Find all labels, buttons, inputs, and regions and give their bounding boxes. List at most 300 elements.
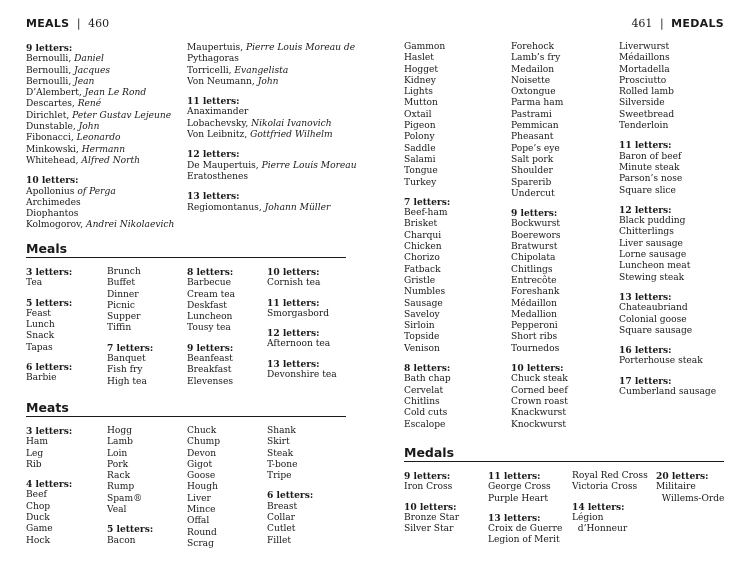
word-entry (511, 265, 568, 276)
word-text: D’Alembert, (26, 88, 85, 99)
word-entry (187, 437, 220, 448)
word-text: Picnic (107, 300, 135, 311)
word-entry (511, 155, 568, 166)
right-page-number: 461 (631, 17, 653, 30)
word-text: Tousy tea (187, 323, 231, 334)
word-text: Snack (26, 331, 55, 342)
right-head-title: MEDALS (671, 17, 724, 30)
word-entry (511, 65, 568, 76)
word-text: Veal (107, 505, 127, 516)
word-text: Mortadella (619, 64, 670, 75)
word-text: Gammon (404, 42, 446, 52)
group-spacer (511, 200, 568, 208)
meats-col-3 (187, 426, 220, 550)
word-text: Bernoulli, (26, 65, 75, 76)
word-entry (26, 88, 174, 99)
word-entry (267, 536, 313, 547)
word-text: Anaximander (187, 107, 249, 118)
word-entry (267, 339, 337, 350)
word-text: Venison (404, 343, 440, 354)
word-text: Collar (267, 513, 296, 524)
meals-rule (26, 257, 346, 258)
word-entry (619, 42, 716, 53)
letter-count-heading: 10 letters: (511, 363, 564, 375)
meats-cont-col-3 (619, 42, 716, 398)
word-entry (511, 132, 568, 143)
word-text: Chuck steak (511, 374, 568, 385)
word-text: Von Leibnitz, (187, 130, 251, 141)
word-italic-text: of Perga (77, 186, 116, 197)
word-text: Rolled lamb (619, 87, 675, 98)
word-entry (619, 227, 716, 238)
word-entry (187, 365, 235, 376)
word-entry (404, 482, 459, 493)
group-spacer (619, 337, 716, 345)
word-entry (26, 111, 174, 122)
word-text: Saddle (404, 143, 436, 154)
left-head-title: MEALS (26, 17, 70, 30)
word-text: Shoulder (511, 166, 553, 177)
word-text: Iron Cross (404, 482, 453, 493)
group-spacer (26, 167, 174, 175)
word-text: Shank (267, 426, 296, 436)
word-text: Beef (26, 490, 47, 501)
word-entry (488, 482, 562, 493)
word-text: Rack (107, 471, 131, 482)
word-text: Colonial goose (619, 314, 687, 325)
word-text: Prosciutto (619, 75, 667, 86)
section-title-meals: Meals (26, 241, 68, 256)
word-entry (404, 231, 451, 242)
word-text: Barbecue (187, 278, 231, 289)
word-entry (187, 301, 235, 312)
word-text: Saveloy (404, 309, 440, 320)
word-entry (619, 186, 716, 197)
word-text: Chitlings (511, 264, 553, 275)
group-spacer (404, 355, 451, 363)
word-text: Bernoulli, (26, 54, 75, 65)
word-entry (267, 309, 337, 320)
word-text: Undercut (511, 188, 555, 199)
word-entry (619, 356, 716, 367)
word-entry (267, 278, 337, 289)
word-entry (572, 471, 648, 482)
word-text: Chitlins (404, 396, 440, 407)
word-entry (187, 377, 235, 388)
word-entry (619, 152, 716, 163)
word-italic-text: Leonardo (76, 133, 121, 144)
word-entry (26, 320, 72, 331)
math-col-2 (187, 43, 357, 214)
word-entry (511, 408, 568, 419)
word-entry (107, 290, 153, 301)
word-text: Parma ham (511, 98, 564, 109)
word-text: Minute steak (619, 162, 680, 173)
word-entry (187, 66, 357, 77)
word-entry (187, 539, 220, 550)
word-text: Victoria Cross (572, 482, 638, 493)
word-entry (26, 209, 174, 220)
letter-count-heading: 7 letters: (107, 342, 154, 354)
word-entry (404, 321, 451, 332)
word-text: Regiomontanus, (187, 202, 265, 213)
medals-col-1 (404, 471, 459, 535)
word-entry (404, 253, 451, 264)
word-entry (488, 494, 562, 505)
word-entry (619, 76, 716, 87)
word-text: Scrag (187, 538, 214, 549)
right-running-head (631, 17, 724, 30)
word-text: Black pudding (619, 216, 686, 227)
word-text: Brisket (404, 219, 438, 230)
group-spacer (107, 335, 153, 343)
word-text: Tenderloin (619, 121, 669, 132)
right-head-sep: | (659, 17, 664, 30)
word-entry (511, 42, 568, 53)
word-text: Tongue (404, 166, 438, 177)
word-text: Purple Heart (488, 493, 549, 504)
word-entry (26, 54, 174, 65)
word-text: Rump (107, 482, 135, 493)
word-text: Baron of beef (619, 151, 682, 162)
word-entry (187, 161, 357, 172)
meats-rule (26, 416, 346, 417)
word-entry (26, 331, 72, 342)
word-text: Chorizo (404, 253, 440, 264)
word-text: Cutlet (267, 524, 296, 535)
word-entry (511, 344, 568, 355)
word-text: Devon (187, 448, 217, 459)
letter-count-heading: 9 letters: (187, 342, 234, 354)
group-spacer (511, 355, 568, 363)
word-text: Spam® (107, 493, 143, 504)
letter-count-heading: 9 letters: (404, 471, 451, 482)
word-text: Willems-Orde (656, 493, 725, 504)
word-text: Archimedes (26, 197, 81, 208)
letter-count-heading: 13 letters: (187, 191, 240, 203)
word-text: Lights (404, 87, 433, 98)
word-italic-text: Jean (74, 76, 95, 87)
section-title-medals: Medals (404, 445, 455, 460)
word-entry (511, 242, 568, 253)
word-entry (511, 287, 568, 298)
word-entry (511, 98, 568, 109)
word-entry (488, 535, 562, 546)
word-text: T-bone (267, 459, 298, 470)
word-entry (511, 219, 568, 230)
word-text: Bratwurst (511, 242, 558, 253)
word-text: Fillet (267, 535, 292, 546)
word-entry (404, 397, 451, 408)
word-entry (267, 524, 313, 535)
word-text: Luncheon meat (619, 261, 691, 272)
word-entry (187, 505, 220, 516)
word-text: Kidney (404, 75, 436, 86)
word-entry (404, 208, 451, 219)
word-text: Chateaubriand (619, 303, 688, 314)
word-entry (187, 354, 235, 365)
word-text: Dirichlet, (26, 110, 73, 121)
letter-count-heading: 13 letters: (619, 291, 672, 303)
word-text: Square slice (619, 185, 676, 196)
letter-count-heading: 10 letters: (26, 175, 79, 187)
word-entry (619, 273, 716, 284)
word-text: Round (187, 527, 217, 538)
word-entry (187, 516, 220, 527)
word-entry (26, 437, 72, 448)
word-entry (511, 110, 568, 121)
word-text: Lamb’s fry (511, 53, 561, 64)
word-text: Salt pork (511, 154, 554, 165)
word-entry (511, 386, 568, 397)
word-text: Banquet (107, 354, 146, 365)
word-text: Salami (404, 154, 436, 165)
word-italic-text: Daniel (74, 54, 104, 65)
word-text: Rib (26, 459, 42, 470)
group-spacer (187, 141, 357, 149)
word-text: Haslet (404, 53, 434, 64)
word-entry (267, 370, 337, 381)
word-text: Pope’s eye (511, 143, 560, 154)
word-entry (404, 299, 451, 310)
word-entry (404, 310, 451, 321)
word-entry (404, 420, 451, 431)
word-entry (511, 253, 568, 264)
word-entry (26, 187, 174, 198)
word-text: Pepperoni (511, 321, 558, 332)
word-entry (572, 482, 648, 493)
word-italic-text: Johann Müller (264, 202, 331, 213)
word-text: Maupertuis, (187, 43, 247, 53)
word-entry (619, 250, 716, 261)
word-text: Diophantos (26, 209, 79, 220)
letter-count-heading: 3 letters: (26, 267, 73, 278)
word-entry (511, 231, 568, 242)
word-entry (511, 144, 568, 155)
word-text: Noisette (511, 75, 551, 86)
word-text: Cervelat (404, 385, 444, 396)
group-spacer (619, 132, 716, 140)
word-text: Fish fry (107, 365, 143, 376)
word-entry (107, 536, 153, 547)
word-entry (619, 174, 716, 185)
word-entry (267, 502, 313, 513)
word-entry (656, 494, 724, 505)
word-text: Barbie (26, 373, 57, 384)
word-entry (511, 53, 568, 64)
letter-count-heading: 9 letters: (26, 43, 73, 54)
word-entry (26, 449, 72, 460)
word-text: Boerewors (511, 230, 561, 241)
word-entry (26, 77, 174, 88)
word-entry (107, 494, 153, 505)
meats-cont-col-2 (511, 42, 568, 431)
word-entry (619, 53, 716, 64)
word-text: Lorne sausage (619, 250, 687, 261)
word-text: Supper (107, 312, 141, 323)
word-text: Whitehead, (26, 155, 82, 166)
word-text: Croix de Guerre (488, 524, 563, 535)
letter-count-heading: 9 letters: (511, 208, 558, 220)
letter-count-heading: 10 letters: (404, 501, 457, 513)
word-entry (572, 524, 648, 535)
word-entry (404, 166, 451, 177)
word-text: Fibonacci, (26, 133, 77, 144)
word-text: Deskfast (187, 300, 227, 311)
word-entry (107, 482, 153, 493)
meals-col-2 (107, 267, 153, 388)
word-text: Minkowski, (26, 144, 82, 155)
word-entry (619, 98, 716, 109)
word-entry (404, 110, 451, 121)
word-text: Gristle (404, 275, 436, 286)
letter-count-heading: 11 letters: (488, 471, 541, 482)
word-text: Chump (187, 437, 221, 448)
word-entry (656, 482, 724, 493)
meals-col-4 (267, 267, 337, 381)
word-text: Von Neumann, (187, 76, 258, 87)
group-spacer (404, 189, 451, 197)
word-text: Knockwurst (511, 419, 567, 430)
meals-col-1 (26, 267, 72, 385)
word-text: Pastrami (511, 109, 552, 120)
word-entry (107, 267, 153, 278)
word-entry (404, 524, 459, 535)
word-text: Chicken (404, 242, 442, 253)
word-entry (26, 66, 174, 77)
word-entry (26, 343, 72, 354)
word-entry (187, 312, 235, 323)
word-entry (619, 87, 716, 98)
word-text: Oxtail (404, 109, 432, 120)
word-text: Hough (187, 482, 218, 493)
word-entry (511, 374, 568, 385)
word-entry (404, 121, 451, 132)
word-entry (267, 437, 313, 448)
group-spacer (26, 290, 72, 298)
meats-col-2 (107, 426, 153, 547)
word-entry (187, 203, 357, 214)
meats-col-4 (267, 426, 313, 547)
word-entry (187, 494, 220, 505)
group-spacer (187, 88, 357, 96)
group-spacer (488, 505, 562, 513)
left-running-head (26, 17, 109, 30)
word-entry (107, 354, 153, 365)
word-entry (26, 309, 72, 320)
word-entry (511, 332, 568, 343)
word-text: Crown roast (511, 396, 568, 407)
word-text: Bronze Star (404, 512, 460, 523)
medals-col-4 (656, 471, 724, 505)
word-entry (619, 326, 716, 337)
word-entry (511, 310, 568, 321)
word-entry (187, 482, 220, 493)
word-text: Offal (187, 516, 210, 527)
letter-count-heading: 17 letters: (619, 375, 672, 387)
word-text: Lamb (107, 437, 133, 448)
word-text: Pheasant (511, 132, 554, 143)
word-entry (107, 505, 153, 516)
word-entry (26, 122, 174, 133)
word-entry (619, 110, 716, 121)
word-entry (511, 397, 568, 408)
word-entry (404, 87, 451, 98)
word-entry (619, 239, 716, 250)
word-text: Cumberland sausage (619, 387, 717, 398)
word-text: Short ribs (511, 332, 558, 343)
word-text: Goose (187, 471, 216, 482)
word-italic-text: Pierre Louis Moreau de (246, 43, 356, 53)
word-text: Medallion (511, 309, 557, 320)
word-italic-text: Nikolai Ivanovich (251, 118, 332, 129)
letter-count-heading: 3 letters: (26, 426, 73, 437)
word-entry (404, 344, 451, 355)
group-spacer (187, 183, 357, 191)
word-entry (267, 449, 313, 460)
letter-count-heading: 4 letters: (26, 479, 73, 491)
word-text: Leg (26, 448, 44, 459)
word-entry (26, 373, 72, 384)
word-text: Pork (107, 459, 129, 470)
word-text: Feast (26, 308, 51, 319)
letter-count-heading: 8 letters: (187, 267, 234, 278)
word-text: Sweetbread (619, 109, 675, 120)
group-spacer (619, 284, 716, 292)
letter-count-heading: 11 letters: (619, 140, 672, 152)
word-entry (107, 377, 153, 388)
letter-count-heading: 5 letters: (107, 524, 154, 536)
word-entry (187, 107, 357, 118)
word-text: Bath chap (404, 374, 451, 385)
letter-count-heading: 7 letters: (404, 196, 451, 208)
word-entry (404, 144, 451, 155)
word-text: De Maupertuis, (187, 160, 262, 171)
word-text: Torricelli, (187, 65, 235, 76)
meats-col-1 (26, 426, 72, 547)
word-italic-text: Peter Gustav Lejeune (72, 110, 172, 121)
group-spacer (107, 516, 153, 524)
word-italic-text: Hermann (81, 144, 126, 155)
word-italic-text: Jacques (74, 65, 110, 76)
word-entry (187, 119, 357, 130)
word-text: Skirt (267, 437, 290, 448)
word-entry (404, 42, 451, 53)
word-entry (404, 408, 451, 419)
letter-count-heading: 5 letters: (26, 297, 73, 309)
word-text: Topside (404, 332, 440, 343)
letter-count-heading: 13 letters: (267, 358, 320, 370)
word-text: Fatback (404, 264, 441, 275)
word-text: Buffet (107, 278, 136, 289)
word-text: Chitterlings (619, 227, 674, 238)
word-entry (572, 513, 648, 524)
word-entry (187, 528, 220, 539)
word-entry (404, 65, 451, 76)
word-text: Turkey (404, 177, 437, 188)
word-entry (187, 77, 357, 88)
word-text: Duck (26, 513, 50, 524)
word-entry (511, 76, 568, 87)
word-italic-text: Pierre Louis Moreau (261, 160, 357, 171)
word-entry (187, 471, 220, 482)
group-spacer (619, 197, 716, 205)
word-text: Numbles (404, 287, 446, 298)
word-entry (404, 98, 451, 109)
word-text: Dunstable, (26, 122, 79, 133)
word-text: Beanfeast (187, 354, 233, 365)
word-entry (404, 386, 451, 397)
